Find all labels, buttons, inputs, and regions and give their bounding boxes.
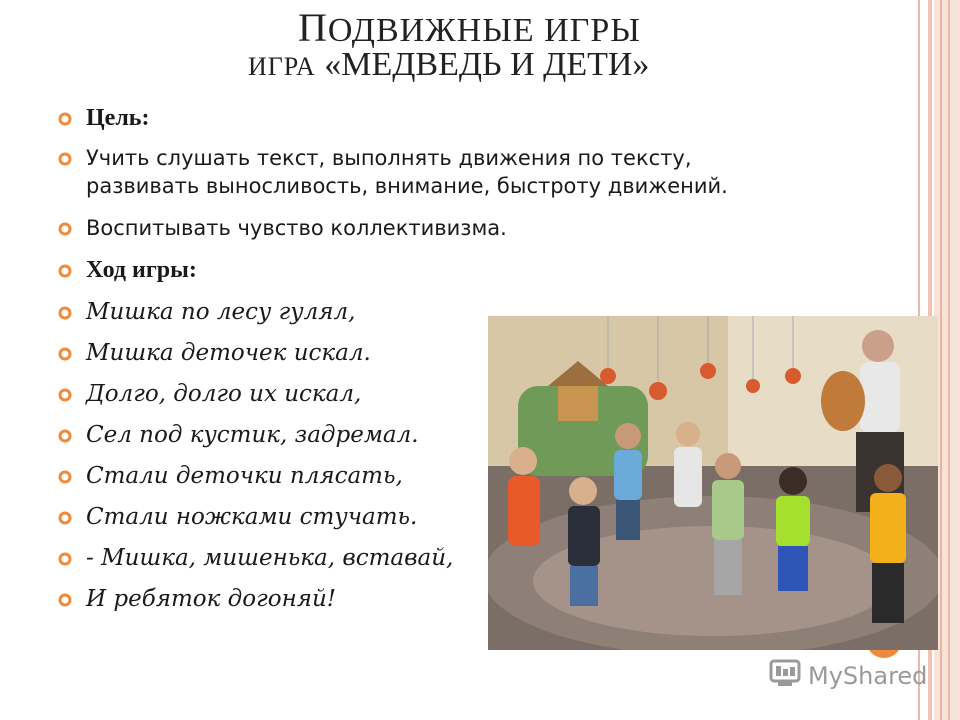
list-item: Мишка по лесу гулял, xyxy=(58,298,758,326)
list-item: Стали ножками стучать. xyxy=(58,503,758,531)
list-item: Воспитывать чувство коллективизма. xyxy=(58,214,758,242)
border-stripe xyxy=(940,0,942,720)
list-item: Ход игры: xyxy=(58,256,758,284)
bullet-ring-icon xyxy=(58,306,72,320)
slide-title-line2: ИГРА «МЕДВЕДЬ И ДЕТИ» xyxy=(248,46,650,83)
bullet-ring-icon xyxy=(58,264,72,278)
bullet-ring-icon xyxy=(58,511,72,525)
bullet-ring-icon xyxy=(58,429,72,443)
list-item: Учить слушать текст, выполнять движения по тексту, развивать выносливость, внимание, быстроту движений. xyxy=(58,144,746,200)
watermark-text: MyShared xyxy=(808,662,928,690)
bullet-ring-icon xyxy=(58,222,72,236)
list-item: Сел под кустик, задремал. xyxy=(58,421,758,449)
bullet-ring-icon xyxy=(58,552,72,566)
list-item: Стали деточки плясать, xyxy=(58,462,758,490)
border-stripe xyxy=(948,0,950,720)
bullet-ring-icon xyxy=(58,152,72,166)
bullet-ring-icon xyxy=(58,347,72,361)
bullet-ring-icon xyxy=(58,470,72,484)
list-item: Мишка деточек искал. xyxy=(58,339,758,367)
children-game-photo xyxy=(488,316,938,650)
list-item: И ребяток догоняй! xyxy=(58,585,758,613)
watermark xyxy=(768,658,927,694)
bullet-ring-icon xyxy=(58,388,72,402)
list-item: Цель: xyxy=(58,104,758,132)
myshared-logo-icon xyxy=(768,658,802,694)
bullet-ring-icon xyxy=(58,593,72,607)
list-item: Долго, долго их искал, xyxy=(58,380,758,408)
slide-title-line1: ПОДВИЖНЫЕ ИГРЫ xyxy=(298,5,641,50)
bullet-ring-icon xyxy=(58,112,72,126)
list-item: - Мишка, мишенька, вставай, xyxy=(58,544,758,572)
